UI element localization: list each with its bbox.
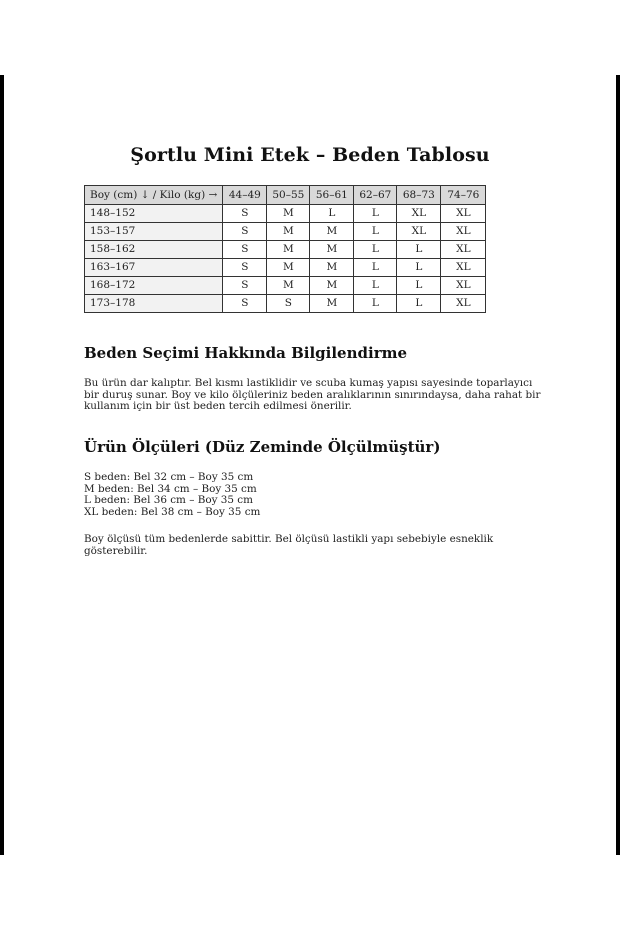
weight-column-header: 62–67: [354, 186, 397, 205]
size-cell: L: [354, 259, 397, 277]
size-cell: M: [310, 223, 354, 241]
size-selection-info-heading: Beden Seçimi Hakkında Bilgilendirme: [84, 344, 408, 362]
weight-column-header: 44–49: [223, 186, 267, 205]
height-range-cell: 158–162: [85, 241, 223, 259]
product-measurements-heading: Ürün Ölçüleri (Düz Zeminde Ölçülmüştür): [84, 438, 441, 456]
table-row: [85, 223, 486, 241]
size-cell: XL: [441, 259, 486, 277]
left-edge-bar: [0, 75, 4, 855]
size-cell: L: [397, 295, 441, 313]
weight-column-header: 56–61: [310, 186, 354, 205]
size-cell: M: [310, 295, 354, 313]
table-row: [85, 277, 486, 295]
size-cell: M: [310, 277, 354, 295]
size-cell: S: [223, 277, 267, 295]
size-cell: L: [397, 241, 441, 259]
height-range-cell: 168–172: [85, 277, 223, 295]
weight-column-header: 68–73: [397, 186, 441, 205]
size-cell: M: [267, 259, 310, 277]
height-range-cell: 163–167: [85, 259, 223, 277]
size-cell: S: [223, 223, 267, 241]
size-cell: L: [397, 277, 441, 295]
size-cell: XL: [441, 223, 486, 241]
table-header-row: [85, 186, 486, 205]
size-cell: L: [397, 259, 441, 277]
size-cell: L: [354, 205, 397, 223]
size-cell: M: [267, 205, 310, 223]
corner-header: Boy (cm) ↓ / Kilo (kg) →: [85, 186, 223, 205]
size-cell: M: [267, 277, 310, 295]
measurement-line-l: L beden: Bel 36 cm – Boy 35 cm: [84, 494, 253, 507]
size-cell: XL: [441, 241, 486, 259]
right-edge-bar: [616, 75, 620, 855]
size-cell: S: [223, 295, 267, 313]
size-cell: L: [354, 277, 397, 295]
size-cell: XL: [397, 205, 441, 223]
table-row: [85, 259, 486, 277]
page-title: Şortlu Mini Etek – Beden Tablosu: [130, 144, 490, 166]
size-cell: S: [267, 295, 310, 313]
weight-column-header: 74–76: [441, 186, 486, 205]
height-range-cell: 173–178: [85, 295, 223, 313]
size-chart-table: [84, 185, 486, 313]
size-cell: S: [223, 205, 267, 223]
measurement-line-s: S beden: Bel 32 cm – Boy 35 cm: [84, 471, 254, 483]
measurement-note: Boy ölçüsü tüm bedenlerde sabittir. Bel ölçüsü lastikli yapı sebebiyle esneklik gösterebilir.: [84, 533, 494, 557]
size-cell: XL: [441, 277, 486, 295]
size-cell: M: [267, 241, 310, 259]
table-row: [85, 241, 486, 259]
measurement-line-xl: XL beden: Bel 38 cm – Boy 35 cm: [84, 505, 261, 518]
measurement-line-m: M beden: Bel 34 cm – Boy 35 cm: [84, 482, 257, 495]
weight-column-header: 50–55: [267, 186, 310, 205]
size-cell: L: [354, 223, 397, 241]
size-cell: XL: [441, 205, 486, 223]
size-cell: S: [223, 241, 267, 259]
height-range-cell: 148–152: [85, 205, 223, 223]
product-measurements-list: [84, 472, 544, 518]
size-cell: M: [310, 241, 354, 259]
size-selection-info-text: Bu ürün dar kalıptır. Bel kısmı lastiklidir ve scuba kumaş yapısı sayesinde toparlayıcı bir duruş sunar. Boy ve kilo ölçüleriniz beden aralıklarının sınırındaysa, daha rahat bir kullanım için bir üst beden tercih edilmesi önerilir.: [84, 377, 541, 413]
height-range-cell: 153–157: [85, 223, 223, 241]
table-row: [85, 205, 486, 223]
size-cell: L: [354, 241, 397, 259]
size-cell: S: [223, 259, 267, 277]
size-cell: M: [310, 259, 354, 277]
table-row: [85, 295, 486, 313]
size-cell: L: [354, 295, 397, 313]
size-cell: L: [310, 205, 354, 223]
size-cell: XL: [441, 295, 486, 313]
size-cell: M: [267, 223, 310, 241]
size-cell: XL: [397, 223, 441, 241]
